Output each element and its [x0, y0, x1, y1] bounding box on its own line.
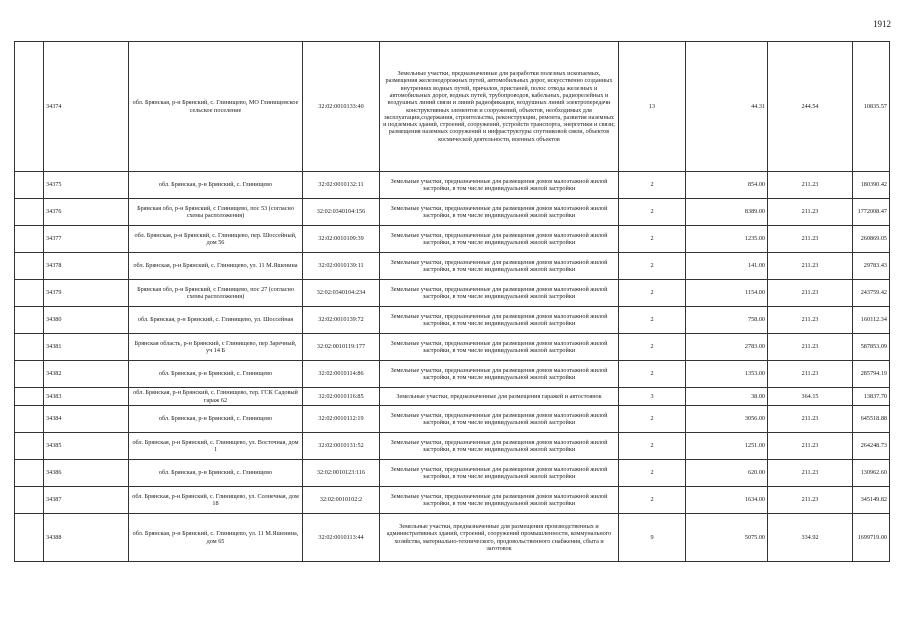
- area-cell: 3056.00: [686, 406, 768, 433]
- specific-value-cell: 211.23: [768, 172, 853, 199]
- area-cell: 620.00: [686, 460, 768, 487]
- specific-value-cell: 244.54: [768, 42, 853, 172]
- record-id-cell: 34379: [44, 280, 129, 307]
- blank-cell: [15, 487, 44, 514]
- page-number: 1912: [873, 19, 891, 29]
- specific-value-cell: 211.23: [768, 253, 853, 280]
- table-row: [15, 253, 890, 280]
- blank-cell: [15, 460, 44, 487]
- area-cell: 1251.00: [686, 433, 768, 460]
- table-row: [15, 199, 890, 226]
- cadastral-number-cell: 32:02:0010131:52: [303, 433, 380, 460]
- land-use-cell: Земельные участки, предназначенные для размещения домов малоэтажной жилой застройки, в том числе индивидуальной жилой застройки: [380, 487, 619, 514]
- group-number-cell: 2: [619, 487, 686, 514]
- blank-cell: [15, 361, 44, 388]
- blank-cell: [15, 199, 44, 226]
- record-id-cell: 34387: [44, 487, 129, 514]
- group-number-cell: 2: [619, 433, 686, 460]
- address-cell: обл. Брянская, р-н Брянский, с. Глинищево, ул. Солнечная, дом 18: [129, 487, 303, 514]
- land-use-cell: Земельные участки, предназначенные для размещения производственных и административных зданий, строений, сооружений промышленности, коммунального хозяйства, материально-технического, продовольственного снабжения, сбыта и заготовок: [380, 514, 619, 562]
- specific-value-cell: 211.23: [768, 460, 853, 487]
- cadastral-value-cell: 160112.34: [853, 307, 890, 334]
- address-cell: Брянская обл, р-н Брянский, с Глинищево, пос 53 (согласно схемы расположения): [129, 199, 303, 226]
- cadastral-value-cell: 260869.05: [853, 226, 890, 253]
- cadastral-number-cell: 32:02:0010133:40: [303, 42, 380, 172]
- specific-value-cell: 364.15: [768, 388, 853, 406]
- table-row: [15, 361, 890, 388]
- cadastral-value-cell: 264248.73: [853, 433, 890, 460]
- cadastral-number-cell: 32:02:0010123:116: [303, 460, 380, 487]
- address-cell: обл. Брянская, р-н Брянский, с. Глинищево, пер. Шоссейный, дом 56: [129, 226, 303, 253]
- address-cell: Брянская обл, р-н Брянский, с Глинищево, пос 27 (согласно схемы расположения): [129, 280, 303, 307]
- record-id-cell: 34384: [44, 406, 129, 433]
- cadastral-value-cell: 587853.09: [853, 334, 890, 361]
- blank-cell: [15, 280, 44, 307]
- area-cell: 38.00: [686, 388, 768, 406]
- group-number-cell: 2: [619, 406, 686, 433]
- table-row: [15, 226, 890, 253]
- table-row: [15, 460, 890, 487]
- blank-cell: [15, 226, 44, 253]
- address-cell: обл. Брянская, р-н Брянский, с. Глинищево, ул. Восточная, дом 1: [129, 433, 303, 460]
- record-id-cell: 34382: [44, 361, 129, 388]
- group-number-cell: 2: [619, 226, 686, 253]
- cadastral-number-cell: 32:02:0010116:85: [303, 388, 380, 406]
- address-cell: обл. Брянская, р-н Брянский, с. Глинищево, ул. Шоссейная: [129, 307, 303, 334]
- cadastral-number-cell: 32:02:0010132:11: [303, 172, 380, 199]
- group-number-cell: 3: [619, 388, 686, 406]
- table-row: [15, 280, 890, 307]
- cadastral-number-cell: 32:02:0010112:19: [303, 406, 380, 433]
- group-number-cell: 2: [619, 199, 686, 226]
- record-id-cell: 34380: [44, 307, 129, 334]
- specific-value-cell: 211.23: [768, 280, 853, 307]
- blank-cell: [15, 42, 44, 172]
- blank-cell: [15, 253, 44, 280]
- blank-cell: [15, 172, 44, 199]
- area-cell: 44.31: [686, 42, 768, 172]
- specific-value-cell: 211.23: [768, 226, 853, 253]
- registry-table-body: [15, 42, 890, 562]
- record-id-cell: 34383: [44, 388, 129, 406]
- group-number-cell: 2: [619, 280, 686, 307]
- specific-value-cell: 211.23: [768, 334, 853, 361]
- area-cell: 854.00: [686, 172, 768, 199]
- cadastral-value-cell: 1699719.00: [853, 514, 890, 562]
- group-number-cell: 9: [619, 514, 686, 562]
- area-cell: 5075.00: [686, 514, 768, 562]
- table-row: [15, 487, 890, 514]
- group-number-cell: 2: [619, 172, 686, 199]
- cadastral-number-cell: 32:02:0010109:39: [303, 226, 380, 253]
- record-id-cell: 34378: [44, 253, 129, 280]
- table-row: [15, 334, 890, 361]
- record-id-cell: 34388: [44, 514, 129, 562]
- group-number-cell: 2: [619, 307, 686, 334]
- cadastral-number-cell: 32:02:0010114:86: [303, 361, 380, 388]
- specific-value-cell: 334.92: [768, 514, 853, 562]
- cadastral-value-cell: 130962.60: [853, 460, 890, 487]
- area-cell: 141.00: [686, 253, 768, 280]
- cadastral-number-cell: 32:02:0010139:11: [303, 253, 380, 280]
- blank-cell: [15, 406, 44, 433]
- address-cell: обл. Брянская, р-н Брянский, с. Глинищево: [129, 406, 303, 433]
- table-row: [15, 514, 890, 562]
- cadastral-number-cell: 32:02:0010119:177: [303, 334, 380, 361]
- land-use-cell: Земельные участки, предназначенные для размещения домов малоэтажной жилой застройки, в том числе индивидуальной жилой застройки: [380, 226, 619, 253]
- blank-cell: [15, 388, 44, 406]
- group-number-cell: 2: [619, 460, 686, 487]
- land-use-cell: Земельные участки, предназначенные для размещения домов малоэтажной жилой застройки, в том числе индивидуальной жилой застройки: [380, 433, 619, 460]
- cadastral-value-cell: 180390.42: [853, 172, 890, 199]
- specific-value-cell: 211.23: [768, 406, 853, 433]
- specific-value-cell: 211.23: [768, 487, 853, 514]
- land-use-cell: Земельные участки, предназначенные для размещения домов малоэтажной жилой застройки, в том числе индивидуальной жилой застройки: [380, 307, 619, 334]
- area-cell: 1235.00: [686, 226, 768, 253]
- area-cell: 1353.00: [686, 361, 768, 388]
- address-cell: Брянская область, р-н Брянский, с Глинищево, пер Заречный, уч 14 Б: [129, 334, 303, 361]
- land-use-cell: Земельные участки, предназначенные для размещения домов малоэтажной жилой застройки, в том числе индивидуальной жилой застройки: [380, 406, 619, 433]
- cadastral-number-cell: 32:02:0340104:156: [303, 199, 380, 226]
- address-cell: обл. Брянская, р-н Брянский, с. Глинищево: [129, 361, 303, 388]
- cadastral-number-cell: 32:02:0010102:2: [303, 487, 380, 514]
- land-use-cell: Земельные участки, предназначенные для размещения домов малоэтажной жилой застройки, в том числе индивидуальной жилой застройки: [380, 334, 619, 361]
- land-use-cell: Земельные участки, предназначенные для размещения домов малоэтажной жилой застройки, в том числе индивидуальной жилой застройки: [380, 361, 619, 388]
- land-use-cell: Земельные участки, предназначенные для размещения домов малоэтажной жилой застройки, в том числе индивидуальной жилой застройки: [380, 199, 619, 226]
- cadastral-value-cell: 13837.70: [853, 388, 890, 406]
- area-cell: 758.00: [686, 307, 768, 334]
- record-id-cell: 34386: [44, 460, 129, 487]
- table-row: [15, 307, 890, 334]
- specific-value-cell: 211.23: [768, 361, 853, 388]
- table-row: [15, 406, 890, 433]
- blank-cell: [15, 307, 44, 334]
- address-cell: обл. Брянская, р-н Брянский, с. Глинищево, ул. 11 М.Яшенина, дом 65: [129, 514, 303, 562]
- record-id-cell: 34376: [44, 199, 129, 226]
- land-registry-table: [14, 41, 890, 562]
- table-row: [15, 388, 890, 406]
- area-cell: 1154.00: [686, 280, 768, 307]
- address-cell: обл. Брянская, р-н Брянский, с. Глинищево, ул. 11 М.Яшенина: [129, 253, 303, 280]
- area-cell: 8389.00: [686, 199, 768, 226]
- blank-cell: [15, 514, 44, 562]
- land-use-cell: Земельные участки, предназначенные для размещения домов малоэтажной жилой застройки, в том числе индивидуальной жилой застройки: [380, 172, 619, 199]
- group-number-cell: 2: [619, 253, 686, 280]
- specific-value-cell: 211.23: [768, 433, 853, 460]
- cadastral-value-cell: 285794.19: [853, 361, 890, 388]
- specific-value-cell: 211.23: [768, 199, 853, 226]
- cadastral-value-cell: 645518.88: [853, 406, 890, 433]
- specific-value-cell: 211.23: [768, 307, 853, 334]
- address-cell: обл. Брянская, р-н Брянский, с. Глинищево, тер. ГСК Садовый гараж 62: [129, 388, 303, 406]
- area-cell: 2783.00: [686, 334, 768, 361]
- land-use-cell: Земельные участки, предназначенные для размещения домов малоэтажной жилой застройки, в том числе индивидуальной жилой застройки: [380, 253, 619, 280]
- area-cell: 1634.00: [686, 487, 768, 514]
- table-row: [15, 433, 890, 460]
- land-use-cell: Земельные участки, предназначенные для размещения домов малоэтажной жилой застройки, в том числе индивидуальной жилой застройки: [380, 460, 619, 487]
- address-cell: обл. Брянская, р-н Брянский, с. Глинищево: [129, 172, 303, 199]
- cadastral-number-cell: 32:02:0010113:44: [303, 514, 380, 562]
- cadastral-number-cell: 32:02:0340104:234: [303, 280, 380, 307]
- record-id-cell: 34375: [44, 172, 129, 199]
- cadastral-value-cell: 10835.57: [853, 42, 890, 172]
- land-use-cell: Земельные участки, предназначенные для размещения домов малоэтажной жилой застройки, в том числе индивидуальной жилой застройки: [380, 280, 619, 307]
- table-row: [15, 42, 890, 172]
- address-cell: обл. Брянская, р-н Брянский, с. Глинищево, МО Глинищевское сельское поселение: [129, 42, 303, 172]
- record-id-cell: 34377: [44, 226, 129, 253]
- record-id-cell: 34381: [44, 334, 129, 361]
- land-use-cell: Земельные участки, предназначенные для размещения гаражей и автостоянок: [380, 388, 619, 406]
- cadastral-value-cell: 29783.43: [853, 253, 890, 280]
- cadastral-value-cell: 243759.42: [853, 280, 890, 307]
- table-row: [15, 172, 890, 199]
- address-cell: обл. Брянская, р-н Брянский, с. Глинищево: [129, 460, 303, 487]
- blank-cell: [15, 334, 44, 361]
- blank-cell: [15, 433, 44, 460]
- group-number-cell: 2: [619, 361, 686, 388]
- land-use-cell: Земельные участки, предназначенные для разработки полезных ископаемых, размещения железнодорожных путей, автомобильных дорог, искусственно созданных внутренних водных путей, причалов, пристаней, полос отвода железных и автомобильных дорог, водных путей, трубопроводов, кабельных, радиорелейных и воздушных линий связи и линий радиофикации, воздушных линий электропередачи конструктивных элементов и сооружений, объектов, необходимых для эксплуатации,содержания, строительства, реконструкции, ремонта, развития наземных и подземных зданий, строений, сооружений, устройств транспорта, энергетики и связи; размещения наземных сооружений и инфраструктуры спутниковой связи, объектов космической деятельности, военных объектов: [380, 42, 619, 172]
- group-number-cell: 13: [619, 42, 686, 172]
- record-id-cell: 34374: [44, 42, 129, 172]
- cadastral-value-cell: 345149.82: [853, 487, 890, 514]
- cadastral-value-cell: 1772008.47: [853, 199, 890, 226]
- cadastral-number-cell: 32:02:0010139:72: [303, 307, 380, 334]
- record-id-cell: 34385: [44, 433, 129, 460]
- group-number-cell: 2: [619, 334, 686, 361]
